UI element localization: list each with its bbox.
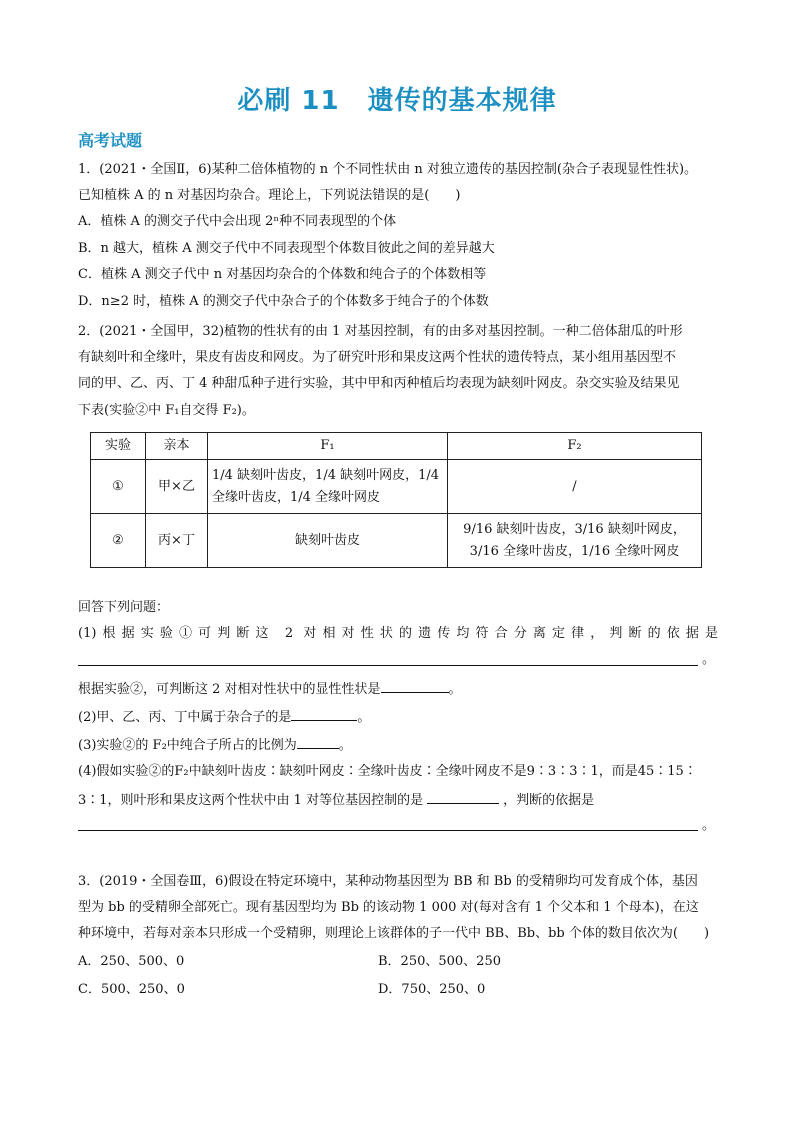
q2-part4-end: 。 [702, 818, 716, 833]
cell-parents: 丙×丁 [146, 514, 208, 568]
experiment-table [90, 432, 702, 568]
q2-stem-line2: 有缺刻叶和全缘叶，果皮有齿皮和网皮。为了研究叶形和果皮这两个性状的遗传特点，某小组用基因型不 [78, 350, 677, 365]
table-row [91, 460, 702, 514]
q1-stem-line1: 1．(2021・全国Ⅱ，6)某种二倍体植物的 n 个不同性状由 n 对独立遗传的基因控制(杂合子表现显性性状)。 [78, 162, 698, 177]
q2-part1b [78, 678, 462, 700]
answer-blank-line [78, 830, 698, 831]
cell-experiment: ② [91, 514, 146, 568]
section-heading: 高考试题 [78, 131, 143, 150]
table-header-cell: 亲本 [146, 433, 208, 460]
q2-stem-line1: 2．(2021・全国甲，32)植物的性状有的由 1 对基因控制，有的由多对基因控制。一种二倍体甜瓜的叶形 [78, 324, 683, 339]
q2-part2-end: 。 [357, 710, 371, 725]
q2-part4-text-a: 3∶1，则叶形和果皮这两个性状中由 1 对等位基因控制的是 [78, 793, 424, 808]
q2-part1b-end: 。 [448, 682, 462, 697]
answer-blank [291, 706, 357, 721]
cell-parents: 甲×乙 [146, 460, 208, 514]
q1-stem-line2: 已知植株 A 的 n 对基因均杂合。理论上，下列说法错误的是( ) [78, 188, 461, 203]
q2-part1-end: 。 [702, 652, 716, 667]
table-header-cell: F₁ [208, 433, 448, 460]
q2-stem-line3: 同的甲、乙、丙、丁 4 种甜瓜种子进行实验，其中甲和丙种植后均表现为缺刻叶网皮。杂交实验及结果见 [78, 376, 680, 391]
answer-blank [297, 734, 339, 749]
q2-part3-end: 。 [338, 738, 352, 753]
cell-experiment: ① [91, 460, 146, 514]
table-header-cell: 实验 [91, 433, 146, 460]
q3-option-a: A．250、500、0 [78, 954, 185, 969]
cell-f2-line1: 9/16 缺刻叶齿皮，3/16 缺刻叶网皮， [463, 521, 686, 537]
q2-part2-text: (2)甲、乙、丙、丁中属于杂合子的是 [78, 710, 292, 725]
q2-part1-text: (1)根据实验①可判断这 2 对相对性状的遗传均符合分离定律，判断的依据是 [78, 626, 718, 641]
cell-f1-line2: 全缘叶齿皮，1/4 全缘叶网皮 [212, 489, 381, 505]
q3-option-c: C．500、250、0 [78, 982, 185, 997]
cell-f1-line1: 1/4 缺刻叶齿皮，1/4 缺刻叶网皮，1/4 [212, 467, 440, 483]
cell-f2 [448, 514, 702, 568]
q2-part3-text: (3)实验②的 F₂中纯合子所占的比例为 [78, 738, 297, 753]
answer-blank [427, 789, 499, 804]
title-number: 必刷 11 [237, 86, 340, 116]
q3-option-b: B．250、500、250 [378, 954, 501, 969]
answer-blank [381, 678, 449, 693]
table-header-row [91, 433, 702, 460]
q2-part3 [78, 734, 352, 756]
q2-part4-line1: (4)假如实验②的F₂中缺刻叶齿皮∶缺刻叶网皮∶全缘叶齿皮∶全缘叶网皮不是9∶3∶3∶1，而是45∶15∶ [78, 764, 697, 779]
cell-f2-line1: / [572, 478, 577, 494]
q3-stem-line3: 种环境中，若每对亲本只形成一个受精卵，则理论上该群体的子一代中 BB、Bb、bb 个体的数目依次为( ) [78, 926, 710, 941]
q3-stem-line1: 3．(2019・全国卷Ⅲ，6)假设在特定环境中，某种动物基因型为 BB 和 Bb 的受精卵均可发育成个体，基因 [78, 874, 698, 889]
q2-part4-text-b: ，判断的依据是 [503, 793, 595, 808]
answer-intro: 回答下列问题： [78, 600, 170, 615]
q1-option-a: A．植株 A 的测交子代中会出现 2ⁿ种不同表现型的个体 [78, 214, 397, 229]
q3-option-d: D．750、250、0 [378, 982, 486, 997]
q2-part1b-text: 根据实验②，可判断这 2 对相对性状中的显性性状是 [78, 682, 381, 697]
q2-part4-line2 [78, 789, 594, 811]
table-row [91, 514, 702, 568]
q2-stem-line4: 下表(实验②中 F₁自交得 F₂)。 [78, 403, 255, 418]
answer-blank-line [78, 665, 698, 666]
q3-stem-line2: 型为 bb 的受精卵全部死亡。现有基因型均为 Bb 的该动物 1 000 对(每对含有 1 个父本和 1 个母本)，在这 [78, 900, 699, 915]
q2-part2 [78, 706, 370, 728]
q1-option-b: B．n 越大，植株 A 测交子代中不同表现型个体数目彼此之间的差异越大 [78, 241, 495, 256]
table-header-cell: F₂ [448, 433, 702, 460]
cell-f1 [208, 460, 448, 514]
page-title [0, 80, 794, 117]
cell-f2-line2: 3/16 全缘叶齿皮，1/16 全缘叶网皮 [469, 543, 680, 559]
cell-f1 [208, 514, 448, 568]
q1-option-d: D．n≥2 时，植株 A 的测交子代中杂合子的个体数多于纯合子的个体数 [78, 294, 489, 309]
title-text: 遗传的基本规律 [367, 86, 557, 116]
cell-f1-line1: 缺刻叶齿皮 [294, 532, 360, 548]
q1-option-c: C．植株 A 测交子代中 n 对基因均杂合的个体数和纯合子的个体数相等 [78, 267, 487, 282]
cell-f2 [448, 460, 702, 514]
